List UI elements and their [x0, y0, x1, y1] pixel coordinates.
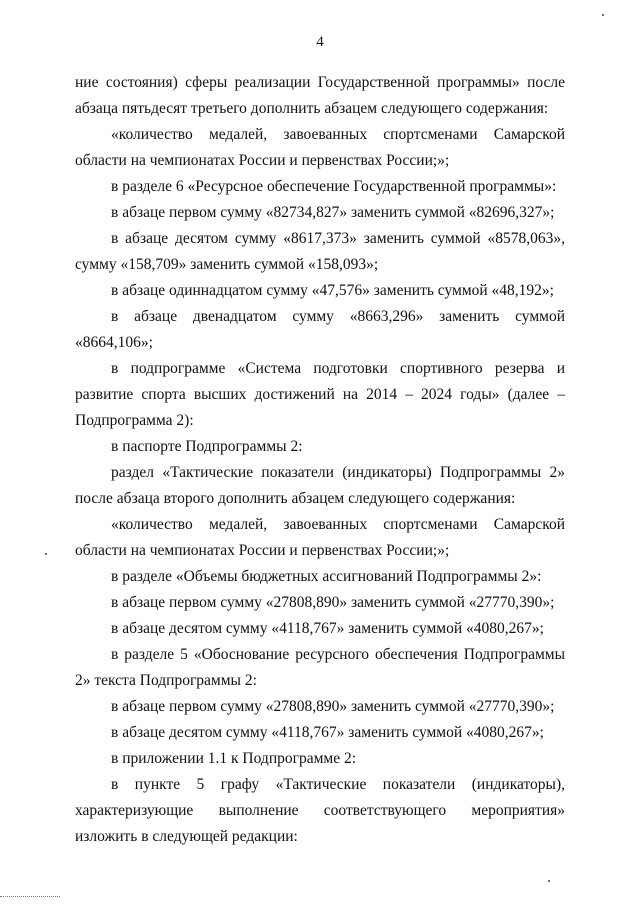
paragraph: «количество медалей, завоеванных спортсменами Самарской области на чемпионатах России и первенствах России;»; — [75, 516, 565, 559]
document-body — [75, 70, 565, 850]
paragraph: в абзаце первом сумму «27808,890» заменить суммой «27770,390»; — [111, 698, 555, 715]
paragraph: в абзаце двенадцатом сумму «8663,296» заменить суммой «8664,106»; — [75, 308, 565, 351]
paragraph: в разделе 5 «Обоснование ресурсного обеспечения Подпрограммы 2» текста Подпрограммы 2: — [75, 646, 565, 689]
scan-edge-artifact — [0, 896, 60, 897]
paragraph: в абзаце первом сумму «82734,827» заменить суммой «82696,327»; — [111, 204, 555, 221]
paragraph: в абзаце десятом сумму «4118,767» заменить суммой «4080,267»; — [111, 620, 544, 637]
scan-speck — [602, 14, 604, 16]
paragraph: в абзаце десятом сумму «4118,767» заменить суммой «4080,267»; — [111, 724, 544, 741]
scan-speck — [45, 553, 47, 555]
paragraph: в абзаце одиннадцатом сумму «47,576» заменить суммой «48,192»; — [111, 282, 554, 299]
paragraph: в абзаце первом сумму «27808,890» заменить суммой «27770,390»; — [111, 594, 555, 611]
paragraph: в разделе 6 «Ресурсное обеспечение Государственной программы»: — [111, 178, 557, 195]
page-number: 4 — [316, 34, 324, 50]
paragraph: в паспорте Подпрограммы 2: — [111, 438, 303, 455]
paragraph: в разделе «Объемы бюджетных ассигнований Подпрограммы 2»: — [111, 568, 542, 585]
paragraph: «количество медалей, завоеванных спортсменами Самарской области на чемпионатах России и первенствах России;»; — [75, 126, 565, 169]
paragraph: раздел «Тактические показатели (индикаторы) Подпрограммы 2» после абзаца второго дополнить абзацем следующего содержания: — [75, 464, 565, 507]
paragraph: в подпрограмме «Система подготовки спортивного резерва и развитие спорта высших достижений на 2014 – 2024 годы» (далее – Подпрограмма 2): — [75, 360, 565, 429]
scan-speck — [548, 880, 550, 882]
paragraph: в приложении 1.1 к Подпрограмме 2: — [111, 750, 357, 767]
paragraph: в пункте 5 графу «Тактические показатели (индикаторы), характеризующие выполнение соответствующего мероприятия» изложить в следующей редакции: — [75, 776, 565, 845]
paragraph: в абзаце десятом сумму «8617,373» заменить суммой «8578,063», сумму «158,709» заменить суммой «158,093»; — [75, 230, 565, 273]
paragraph: ние состояния) сферы реализации Государственной программы» после абзаца пятьдесят третьего дополнить абзацем следующего содержания: — [75, 74, 565, 117]
